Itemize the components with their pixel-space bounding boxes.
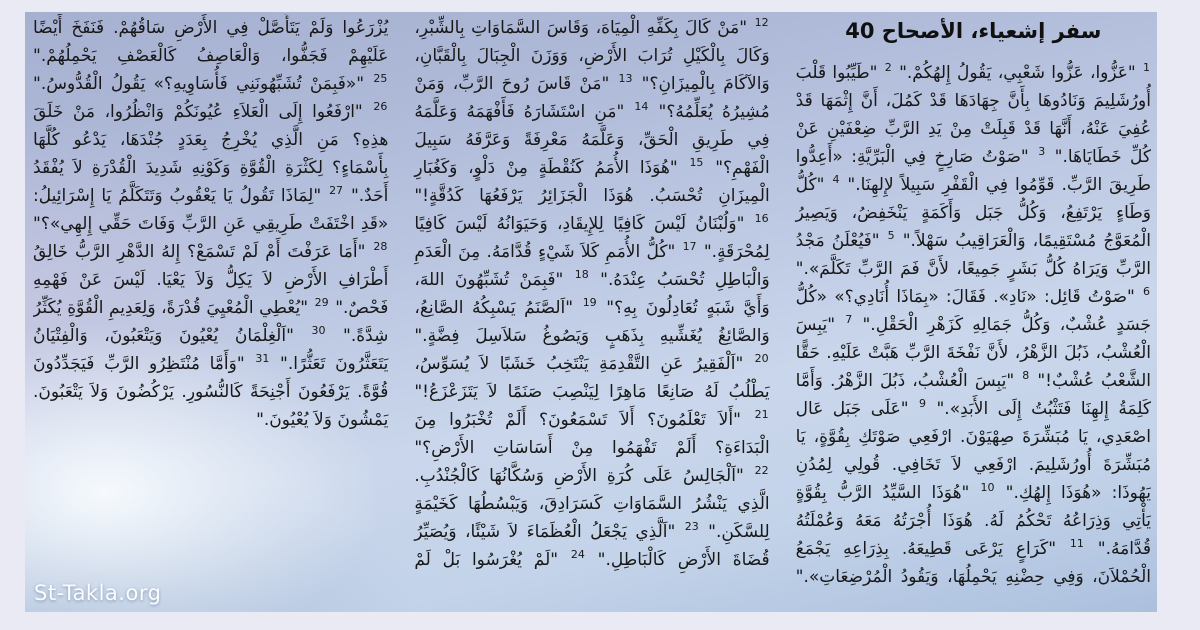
verse-number: 10 (980, 481, 995, 495)
verse: $^{13}$ "مَنْ قَاسَ رُوحَ الرَّبِّ، وَمَنْ مُشِيرُهُ يُعَلِّمُهُ؟" (414, 72, 770, 122)
verse: $^2$ "طَيِّبُوا قَلْبَ أُورُشَلِيمَ وَنَادُوهَا بِأَنَّ جِهَادَهَا قَدْ كَمُلَ، أَنَّ إِثْمَهَا قَدْ عُفِيَ عَنْهُ، أَنَّهَا قَدْ قَبِلَتْ مِنْ يَدِ الرَّبِّ ضِعْفَيْنِ عَنْ كُلِّ خَطَايَاهَا." (795, 61, 1151, 167)
bible-text (33, 14, 1151, 592)
verse: $^6$ "صَوْتُ قَائِل: «نَادِ». فَقَالَ: «بِمَاذَا أُنَادِي؟» «كُلُّ جَسَدٍ عُشْبٌ، وَكُلُّ جَمَالِهِ كَزَهْرِ الْحَقْلِ." (795, 285, 1151, 335)
verse-number: 6 (1143, 285, 1150, 299)
verse-number: 15 (689, 156, 704, 170)
verse: $^{25}$ "«فَبِمَنْ تُشَبِّهُونَنِي فَأُسَاوِيهِ؟» يَقُولُ الْقُدُّوسُ." (33, 72, 388, 94)
verse-number: 7 (845, 313, 853, 327)
site-watermark: St-Takla.org (34, 581, 162, 605)
verse: $^{31}$ "وَأَمَّا مُنْتَظِرُو الرَّبِّ فَيَجَدِّدُونَ قُوَّةً. يَرْفَعُونَ أَجْنِحَةً كَالنُّسُورِ. يَرْكُضُونَ وَلاَ يَتْعَبُونَ. يَمْشُونَ وَلاَ يُعْيُونَ." (33, 352, 389, 430)
verse: $^{10}$ "هُوَذَا السَّيِّدُ الرَّبُّ بِقُوَّةٍ يَأْتِي وَذِرَاعُهُ تَحْكُمُ لَهُ. هُوَذَا أُجْرَتُهُ مَعَهُ وَعُمْلَتُهُ قُدَّامَهُ." (795, 481, 1151, 559)
verse: $^{22}$ "اَلْجَالِسُ عَلَى كُرَةِ الأَرْضِ وَسُكَّانُهَا كَالْجُنْدُبِ. الَّذِي يَنْشُرُ السَّمَاوَاتِ كَسَرَادِقَ، وَيَبْسُطُهَا كَخَيْمَةٍ لِلسَّكَنِ." (414, 464, 770, 542)
verse-number: 2 (884, 61, 892, 75)
chapter-title: سفر إشعياء، الأصحاح 40 (845, 19, 1102, 43)
verse: $^8$ "يَبِسَ الْعُشْبُ، ذَبُلَ الزَّهْرُ. وَأَمَّا كَلِمَةُ إِلهِنَا فَتَثْبُتُ إِلَى الأَبَدِ»." (795, 369, 1151, 419)
verse: $^{24}$ "لَمْ يُغْرَسُوا بَلْ لَمْ يُزْرَعُوا وَلَمْ يَتَأَصَّلْ فِي الأَرْضِ سَاقُهُمْ. فَنَفَخَ أَيْضًا عَلَيْهِمْ فَجَفُّوا، وَالْعَاصِفُ كَالْعَصْفِ يَحْمِلُهُمْ." (33, 18, 585, 570)
verse-number: 5 (887, 229, 895, 243)
verse-number: 29 (314, 296, 329, 310)
verse-number: 27 (329, 184, 344, 198)
verse-number: 1 (1143, 61, 1150, 75)
verse: $^{12}$ "مَنْ كَالَ بِكَفِّهِ الْمِيَاهَ، وَقَاسَ السَّمَاوَاتِ بِالشِّبْرِ، وَكَالَ بِالْكَيْلِ تُرَابَ الأَرْضِ، وَوَزَنَ الْجِبَالَ بِالْقَبَّانِ، وَالآكَامَ بِالْمِيزَانِ؟" (414, 16, 770, 94)
verse: $^{11}$ "كَرَاعٍ يَرْعَى قَطِيعَهُ. بِذِرَاعِهِ يَجْمَعُ الْحُمْلاَنَ، وَفِي حِضْنِهِ يَحْمِلُهَا، وَيَقُودُ الْمُرْضِعَاتِ»." (795, 537, 1151, 587)
verse-number: 28 (373, 240, 388, 254)
verse: $^{19}$ "اَلصَّنَمُ يَسْبِكُهُ الصَّانِعُ، وَالصَّائِغُ يُغَشِّيهِ بِذَهَبٍ وَيَصُوغُ سَلاَسِلَ فِضَّةٍ." (414, 296, 770, 346)
verse: $^{30}$ "اَلْغِلْمَانُ يُعْيُونَ وَيَتْعَبُونَ، وَالْفِتْيَانُ يَتَعَثَّرُونَ تَعَثُّرًا." (33, 324, 389, 374)
verse-number: 19 (582, 296, 597, 310)
verse: $^{26}$ "ارْفَعُوا إِلَى الْعَلاَءِ عُيُونَكُمْ وَانْظُرُوا، مَنْ خَلَقَ هذِهِ؟ مَنِ الَّذِي يُخْرِجُ بِعَدَدٍ جُنْدَهَا، يَدْعُو كُلَّهَا بِأَسْمَاءٍ؟ لِكَثْرَةِ الْقُوَّةِ وَكَوْنِهِ شَدِيدَ الْقُدْرَةِ لاَ يُفْقَدُ أَحَدٌ." (33, 100, 389, 206)
verse-number: 13 (618, 72, 633, 86)
verse-number: 20 (754, 352, 769, 366)
verse: $^5$ "فَيُعْلَنُ مَجْدُ الرَّبِّ وَيَرَاهُ كُلُّ بَشَرٍ جَمِيعًا، لأَنَّ فَمَ الرَّبِّ تَكَلَّمَ»." (795, 229, 1151, 279)
verse: $^4$ "كُلُّ وَطَاءٍ يَرْتَفِعُ، وَكُلُّ جَبَل وَأَكَمَةٍ يَنْخَفِضُ، وَيَصِيرُ الْمُعَوَّجُ مُسْتَقِيمًا، وَالْعَرَاقِيبُ سَهْلاً." (795, 173, 1151, 251)
verse-number: 24 (570, 548, 585, 562)
verse-number: 26 (373, 100, 388, 114)
verse: $^3$ "صَوْتُ صَارِخٍ فِي الْبَرِّيَّةِ: «أَعِدُّوا طَرِيقَ الرَّبِّ. قَوِّمُوا فِي الْقَفْرِ سَبِيلاً لإِلهِنَا." (795, 145, 1151, 195)
verse-number: 9 (919, 397, 926, 411)
verse: $^{21}$ "أَلاَ تَعْلَمُونَ؟ أَلاَ تَسْمَعُونَ؟ أَلَمْ تُخْبَرُوا مِنَ الْبَدَاءَةِ؟ أَلَمْ تَفْهَمُوا مِنْ أَسَاسَاتِ الأَرْضِ؟" (414, 408, 770, 458)
verse: $^{18}$ "فَبِمَنْ تُشَبِّهُونَ اللهَ، وَأَيَّ شَبَهٍ تُعَادِلُونَ بِهِ؟" (414, 268, 770, 318)
verse-number: 4 (832, 173, 840, 187)
verse-number: 12 (754, 16, 769, 30)
verse: $^9$ "عَلَى جَبَل عَال اصْعَدِي، يَا مُبَشِّرَةَ صِهْيَوْنَ. ارْفَعِي صَوْتَكِ بِقُوَّةٍ، يَا مُبَشِّرَةَ أُورُشَلِيمَ. ارْفَعِي لاَ تَخَافِي. قُولِي لِمُدُنِ يَهُوذَا: «هُوَذَا إِلهُكِ." (795, 397, 1151, 503)
verse: $^7$ "يَبِسَ الْعُشْبُ، ذَبُلَ الزَّهْرُ، لأَنَّ نَفْخَةَ الرَّبِّ هَبَّتْ عَلَيْهِ. حَقًّا الشَّعْبُ عُشْبٌ!" (795, 313, 1151, 391)
verse-number: 17 (682, 240, 697, 254)
verse-number: 11 (1069, 537, 1084, 551)
verse-number: 30 (311, 324, 326, 338)
verse-number: 23 (684, 520, 699, 534)
verse-number: 14 (634, 100, 649, 114)
verse: $^{23}$ "اَلَّذِي يَجْعَلُ الْعُظَمَاءَ لاَ شَيْئًا، وَيُصَيِّرُ قُضَاةَ الأَرْضِ كَالْبَاطِلِ." (414, 520, 770, 570)
verse-number: 16 (754, 212, 769, 226)
verse-number: 3 (1038, 145, 1046, 159)
sky-photo-background (25, 12, 1157, 612)
verse: $^{17}$ "كُلُّ الأُمَمِ كَلاَ شَيْءٍ قُدَّامَهُ. مِنَ الْعَدَمِ وَالْبَاطِلِ تُحْسَبُ عِنْدَهُ." (414, 240, 770, 290)
verse: $^{20}$ "اَلْفَقِيرُ عَنِ التَّقْدِمَةِ يَنْتَخِبُ خَشَبًا لاَ يُسَوِّسُ، يَطْلُبُ لَهُ صَانِعًا مَاهِرًا لِيَنْصِبَ صَنَمًا لاَ يَتَزَعْزَعُ!" (414, 352, 770, 402)
verse-number: 25 (373, 72, 388, 86)
verse: $^{27}$ "لِمَاذَا تَقُولُ يَا يَعْقُوبُ وَتَتَكَلَّمُ يَا إِسْرَائِيلُ: «قَدِ اخْتَفَتْ طَرِيقِي عَنِ الرَّبِّ وَفَاتَ حَقِّي إِلهِي»؟" (33, 184, 389, 234)
verse: $^{14}$ "مَنِ اسْتَشَارَهُ فَأَفْهَمَهُ وَعَلَّمَهُ فِي طَرِيقِ الْحَقِّ، وَعَلَّمَهُ مَعْرِفَةً وَعَرَّفَهُ سَبِيلَ الْفَهْمِ؟" (414, 100, 770, 178)
verse: $^1$ "عَزُّوا، عَزُّوا شَعْبِي، يَقُولُ إِلهُكُمْ." (899, 61, 1150, 83)
verse-number: 21 (754, 408, 769, 422)
verse-number: 31 (255, 352, 270, 366)
bible-text-columns (33, 14, 1151, 592)
verse: $^{28}$ "أَمَا عَرَفْتَ أَمْ لَمْ تَسْمَعْ؟ إِلهُ الدَّهْرِ الرَّبُّ خَالِقُ أَطْرَافِ الأَرْضِ لاَ يَكِلُّ وَلاَ يَعْيَا. لَيْسَ عَنْ فَهْمِهِ فَحْصٌ." (33, 240, 389, 318)
verse: $^{16}$ "وَلُبْنَانُ لَيْسَ كَافِيًا لِلإِيقَادِ، وَحَيَوَانُهُ لَيْسَ كَافِيًا لِمُحْرَقَةٍ." (414, 212, 770, 262)
verse-number: 8 (1022, 369, 1030, 383)
verse-number: 22 (754, 464, 769, 478)
verse: $^{29}$ "يُعْطِي الْمُعْيِيَ قُدْرَةً، وَلِعَدِيمِ الْقُوَّةِ يُكَثِّرُ شِدَّةً." (33, 296, 389, 346)
verse-number: 18 (574, 268, 589, 282)
verse: $^{15}$ "هُوَذَا الأُمَمُ كَنُقْطَةٍ مِنْ دَلْوٍ، وَكَغُبَارِ الْمِيزَانِ تُحْسَبُ. هُوَذَا الْجَزَائِرُ يَرْفَعُهَا كَدُقَّةٍ!" (414, 156, 770, 206)
